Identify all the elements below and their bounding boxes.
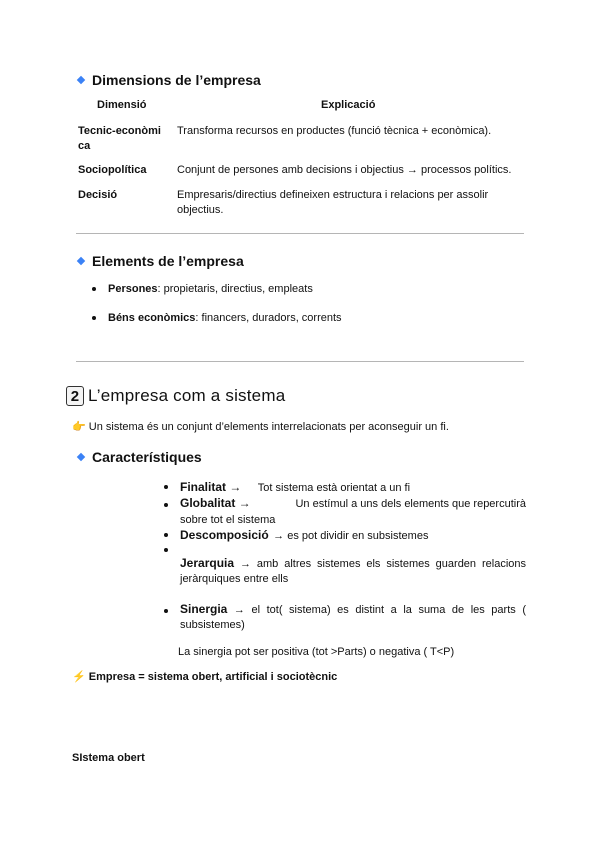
empresa-line xyxy=(72,670,337,683)
table-row-term: Sociopolítica xyxy=(78,164,147,176)
dimensions-heading xyxy=(78,72,261,88)
bullet-icon xyxy=(164,548,168,552)
list-item-globalitat xyxy=(180,496,526,528)
empresa-text: Empresa = sistema obert, artificial i sociotècnic xyxy=(88,671,338,683)
item-text: Un estímul a uns dels elements que repercutirà xyxy=(295,498,526,510)
intro-line xyxy=(72,420,449,435)
list-item-sinergia xyxy=(180,602,526,633)
pointing-hand-icon: 👉 xyxy=(72,421,86,433)
term-line: Tecnic-econòmi xyxy=(78,125,161,137)
section-heading xyxy=(66,386,285,406)
intro-text: Un sistema és un conjunt d’elements interrelacionats per aconseguir un fi. xyxy=(88,421,449,433)
elements-heading xyxy=(78,253,244,269)
diamond-bullet-icon xyxy=(77,453,85,461)
item-text: subsistemes) xyxy=(180,619,245,631)
sistema-obert-heading: SIstema obert xyxy=(72,752,145,764)
item-text: Tot sistema està orientat a un fi xyxy=(257,482,411,494)
explanation-line: objectius. xyxy=(177,204,224,216)
dimensions-heading-text: Dimensions de l’empresa xyxy=(92,72,261,88)
divider xyxy=(76,361,524,362)
item-term: Globalitat → xyxy=(180,496,251,510)
explanation-line: Empresaris/directius defineixen estructura i relacions per assolir xyxy=(177,189,489,201)
divider xyxy=(76,233,524,234)
bullet-icon xyxy=(92,316,96,320)
diamond-bullet-icon xyxy=(77,257,85,265)
list-item-text: : financers, duradors, corrents xyxy=(195,312,342,324)
list-item xyxy=(108,282,313,297)
number-2-icon: 2 xyxy=(66,386,84,406)
item-term: Sinergia xyxy=(180,602,228,616)
table-row-explanation xyxy=(177,188,488,218)
section-title: L’empresa com a sistema xyxy=(88,386,286,405)
table-header-dimensio: Dimensió xyxy=(97,99,147,111)
bullet-icon xyxy=(164,533,168,537)
table-row-explanation: Transforma recursos en productes (funció tècnica + econòmica). xyxy=(177,125,492,137)
lightning-icon: ⚡ xyxy=(72,671,86,683)
item-text: → es pot dividir en subsistemes xyxy=(273,530,429,542)
item-term: Jerarquia xyxy=(180,556,235,570)
bullet-icon xyxy=(164,609,168,613)
item-text: → el tot( sistema) es distint a la suma de les parts ( xyxy=(233,604,526,616)
bullet-icon xyxy=(164,485,168,489)
item-term: Finalitat → xyxy=(180,480,242,494)
table-header-explicacio: Explicació xyxy=(321,99,376,111)
diamond-bullet-icon xyxy=(77,76,85,84)
table-row-explanation: Conjunt de persones amb decisions i objectius → processos polítics. xyxy=(177,164,512,176)
list-item-term: Persones xyxy=(108,283,158,295)
caracteristiques-heading-text: Característiques xyxy=(92,449,202,465)
term-line: ca xyxy=(78,140,91,152)
table-row-term xyxy=(78,124,161,154)
item-term: Descomposició xyxy=(180,528,269,542)
list-item-term: Béns econòmics xyxy=(108,312,196,324)
bullet-icon xyxy=(164,503,168,507)
bullet-icon xyxy=(92,287,96,291)
caracteristiques-heading xyxy=(78,449,202,465)
item-text: jeràrquiques entre ells xyxy=(180,573,289,585)
item-text: sobre tot el sistema xyxy=(180,514,276,526)
list-item-jerarquia xyxy=(180,556,526,587)
item-text: → amb altres sistemes els sistemes guarden relacions xyxy=(239,558,526,570)
list-item-finalitat xyxy=(180,478,410,496)
sinergia-note: La sinergia pot ser positiva (tot >Parts) o negativa ( T<P) xyxy=(178,646,455,658)
list-item-text: : propietaris, directius, empleats xyxy=(157,283,313,295)
list-item xyxy=(108,311,342,326)
table-row-term: Decisió xyxy=(78,189,118,201)
list-item-descomposicio xyxy=(180,526,428,544)
elements-heading-text: Elements de l’empresa xyxy=(92,253,244,269)
